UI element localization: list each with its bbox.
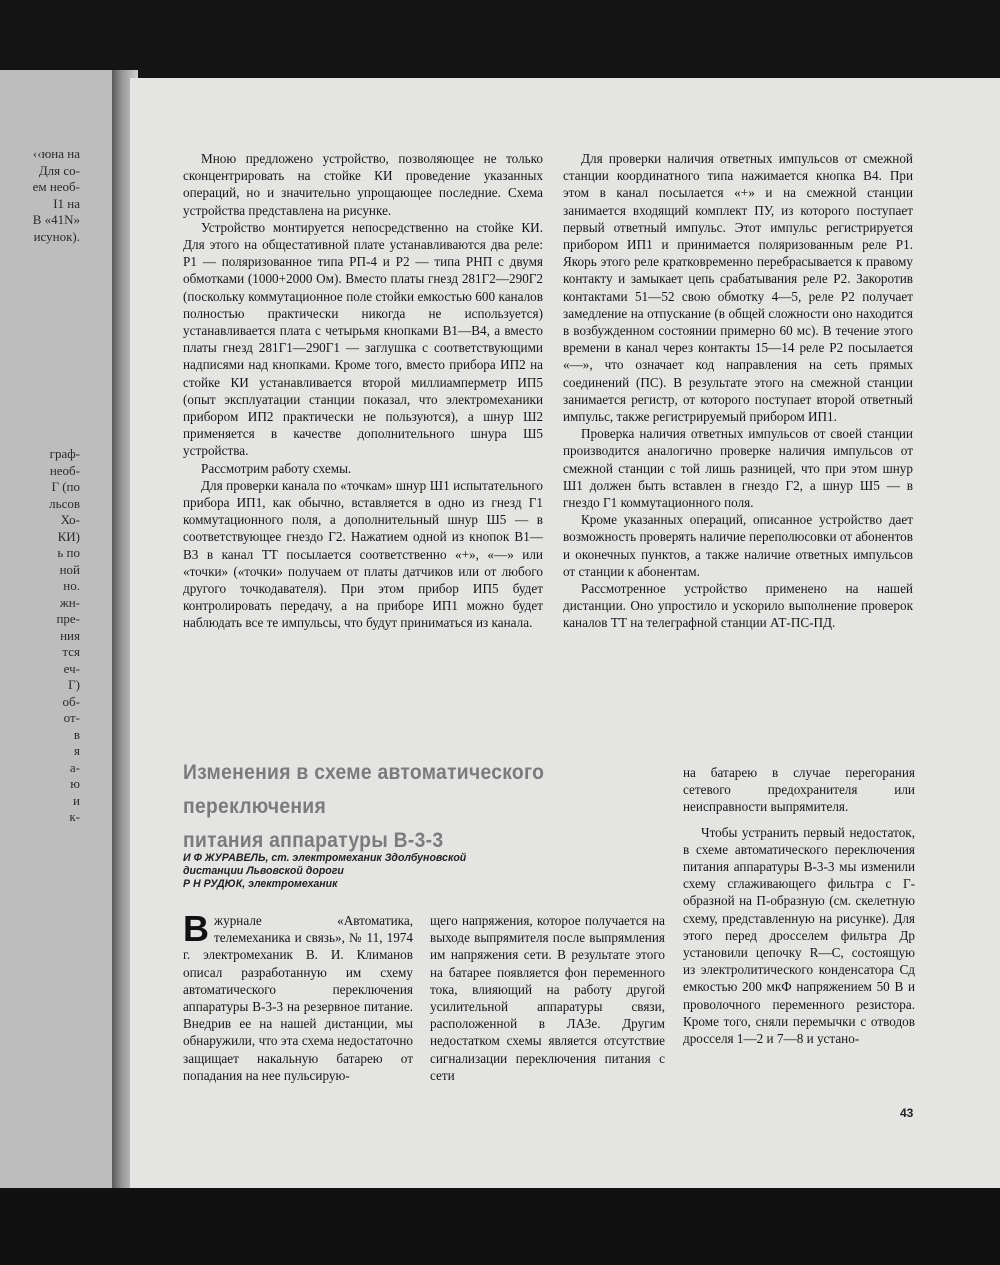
article-title-line: Изменения в схеме автоматического переключения xyxy=(183,761,545,818)
drop-cap: В xyxy=(183,908,209,949)
paragraph: Рассмотрим работу схемы. xyxy=(201,460,352,476)
paragraph: Для проверки канала по «точкам» шнур Ш1 испытательного прибора ИП1, как обычно, вставляется в одно из гнезд Г1 коммутационного поля, а дополнительный шнур Ш5 — в соответствующее гнездо Г2. Нажатием одной из кнопок В1—В3 в канал ТТ посылается соответственно «+», «—» или «точки» («точки» получаем от платы датчиков или от любого другого точкодавателя). При этом прибор ИП5 будет контролировать передачу, а на приборе ИП1 можно будет наблюдать все те импульсы, что будут приниматься из канала. xyxy=(183,477,543,631)
paragraph: Кроме указанных операций, описанное устройство дает возможность проверять наличие переполюсовки от абонентов и оконечных пунктов, а также наличие ответных импульсов от станции к абонентам. xyxy=(563,512,913,579)
article-authors xyxy=(183,852,543,892)
author-line: И Ф ЖУРАВЕЛЬ, ст. электромеханик Здолбуновской xyxy=(183,852,467,864)
left-page-fragment-middle: граф- необ- Г (по льсов Хо- КИ) ь по ной но. жн- пре- ния тся еч- Г) об- от- в я а- ю и к- xyxy=(49,446,80,824)
left-page-fragment-top: ‹‹юна на Для со- ем необ- I1 на В «41N» исунок). xyxy=(32,146,80,244)
scan-border-bottom xyxy=(0,1188,1000,1265)
page-number: 43 xyxy=(900,1106,914,1120)
paragraph: Мною предложено устройство, позволяющее не только сконцентрировать на стойке КИ проведение указанных операций, но и значительно упрощающее последние. Схема устройства представлена на рисунке. xyxy=(183,151,543,218)
paragraph: Рассмотренное устройство применено на нашей дистанции. Оно упростило и ускорило выполнение проверок каналов ТТ на телеграфной станции АТ-ПС-ПД. xyxy=(563,581,913,631)
author-line: Р Н РУДЮК, электромеханик xyxy=(183,878,338,891)
article-column-c xyxy=(683,764,915,1047)
article-title xyxy=(183,756,638,858)
article-title-line: питания аппаратуры В-3-3 xyxy=(183,829,444,852)
article-text: на батарею в случае перегорания сетевого предохранителя или неисправности выпрямителя. xyxy=(683,765,915,815)
article-text: журнале «Автоматика, телемеханика и связь», № 11, 1974 г. электромеханик В. И. Климанов описал разработанную им схему автоматического переключения аппаратуры В-3-3 на резервное питание. Внедрив ее на нашей дистанции, мы обнаружили, что эта схема недостаточно защищает накальную батарею от попадания на нее пульсирую- xyxy=(183,913,413,1083)
text-column-1 xyxy=(183,150,543,632)
paragraph: Устройство монтируется непосредственно на стойке КИ. Для этого на общестативной плате устанавливаются два реле: Р1 — поляризованное типа РП-4 и Р2 — типа РНП с двумя обмотками (1000+2000 Ом). Вместо платы гнезд 281Г2—290Г2 (поскольку коммутационное поле стойки емкостью 600 каналов полностью практически никогда не используется) устанавливается плата с четырьмя кнопками В1—В4, а вместо платы гнезд 281Г1—290Г1 — заглушка с соответствующими надписями над кнопками. Кроме того, вместо прибора ИП2 на стойке КИ устанавливается второй миллиамперметр ИП5 (опыт эксплуатации станции показал, что электромеханики прибором ИП2 практически не пользуются), а шнур Ш2 применяется в качестве дополнительного шнура Ш5 устройства. xyxy=(183,219,543,459)
paragraph: Чтобы устранить первый недостаток, в схеме автоматического переключения питания аппаратуры В-3-3 мы изменили схему сглаживающего фильтра с Г-образной на П-образную (см. скелетную схему, представленную на рисунке). Для этого перед дросселем фильтра Др установили цепочку R—C, состоящую из электролитического конденсатора Сд емкостью 200 мкФ напряжением 50 В и проволочного переменного резистора. Кроме того, сняли перемычки с отводов дросселя 1—2 и 7—8 и устано- xyxy=(683,824,915,1047)
article-column-b xyxy=(430,912,665,1084)
text-column-2 xyxy=(563,150,913,632)
article-column-a xyxy=(183,908,413,1084)
left-page-edge xyxy=(0,70,126,1200)
article-text: щего напряжения, которое получается на выходе выпрямителя после выпрямления им напряжения сети. В результате этого на батарее появляется фон переменного тока, влияющий на работу другой усилительной аппаратуры связи, расположенной в ЛАЗе. Другим недостатком схемы является отсутствие сигнализации переключения питания с сети xyxy=(430,913,665,1083)
paragraph: Проверка наличия ответных импульсов от своей станции производится аналогично проверке наличия импульсов от смежной станции с той лишь разницей, что при этом шнур Ш1 должен быть вставлен в гнездо Г2, а шнур Ш5 — в гнездо Г1 коммутационного поля. xyxy=(563,426,913,511)
paragraph: Для проверки наличия ответных импульсов от смежной станции координатного типа нажимается кнопка В4. При этом в канал посылается «+» и на смежной станции занимается входящий комплект ПУ, из которого поступает первый ответный импульс. Этот импульс регистрируется прибором ИП1 и принимается поляризованным реле Р1. Якорь этого реле кратковременно перебрасывается к правому контакту и замыкает цепь срабатывания реле Р2. Закоротив контактами 51—52 свою обмотку 4—5, реле Р2 получает замедление на отпускание (в общей сложности оно находится в возбужденном состоянии примерно 60 мс). В течение этого времени в канал через контакты 15—14 реле Р2 посылается «—», что означает код направления на сеть прямых соединений (ПС). В результате этого на смежной станции занимается регистр, от которого поступает второй ответный импульс, также регистрируемый прибором ИП1. xyxy=(563,151,913,425)
author-line: дистанции Львовской дороги xyxy=(183,865,344,878)
